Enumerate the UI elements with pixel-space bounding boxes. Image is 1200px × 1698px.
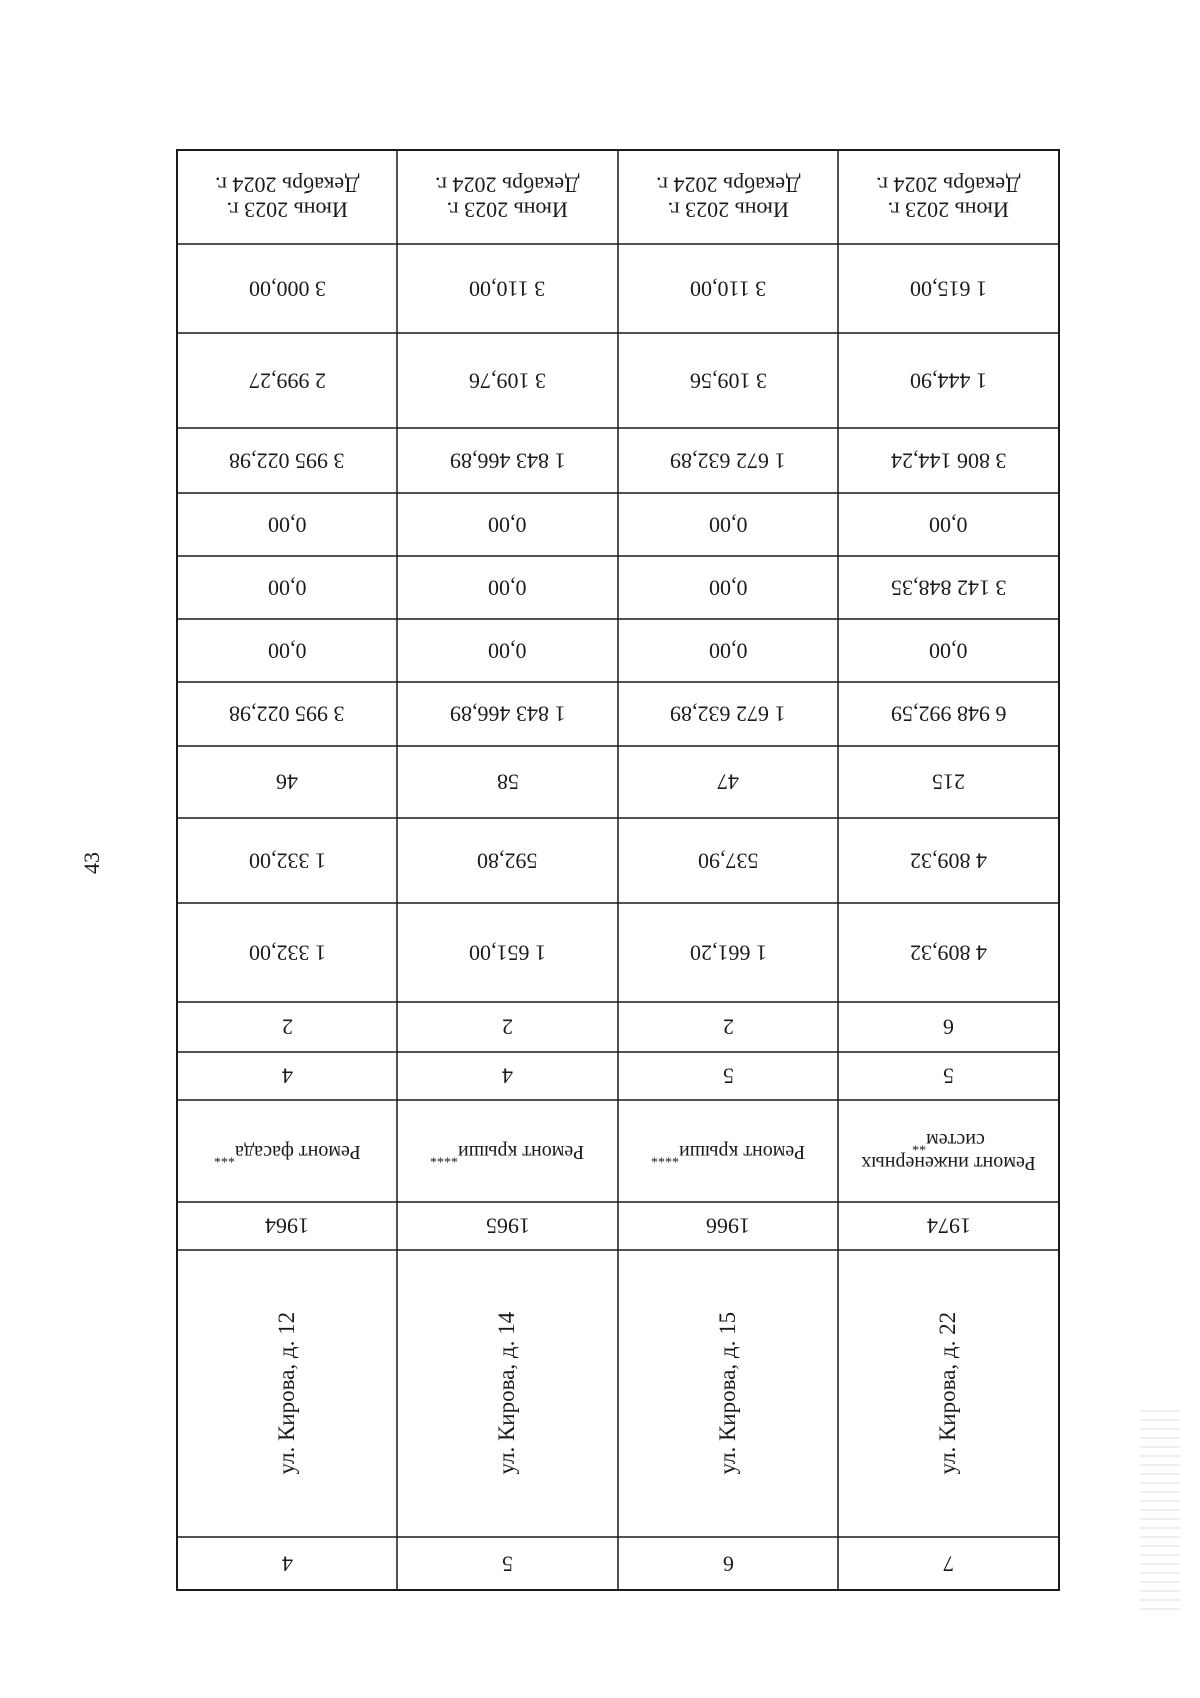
address-cell (838, 1250, 1059, 1537)
value-text: 1 444,90 (910, 368, 987, 394)
value-cell (838, 903, 1059, 1002)
value-text: 1 651,00 (469, 940, 546, 966)
value-cell (618, 903, 838, 1002)
page-number: 43 (79, 852, 104, 874)
value-text: 215 (932, 769, 965, 795)
value-cell (397, 1002, 618, 1052)
value-cell (177, 428, 397, 493)
value-text: 0,00 (708, 512, 748, 538)
value-cell (618, 493, 838, 556)
value-cell (838, 1002, 1059, 1052)
value-text: 5 (722, 1063, 734, 1089)
value-text: 0,00 (929, 638, 968, 664)
row-number (177, 1537, 397, 1590)
value-cell (397, 244, 618, 333)
period-cell (618, 150, 838, 244)
value-text: 1 843 466,89 (449, 448, 566, 474)
value-cell (177, 818, 397, 903)
period-start: Июнь 2023 г. (446, 197, 569, 223)
value-cell (618, 1002, 838, 1052)
value-cell (177, 619, 397, 682)
work-type-cell (618, 1100, 838, 1202)
value-text: 4 (502, 1063, 513, 1089)
value-cell (177, 1002, 397, 1052)
value-text: 3 110,00 (689, 276, 767, 302)
value-text: 1 661,20 (689, 940, 767, 966)
work-type-label: Ремонт крыши (678, 1140, 806, 1163)
value-cell (397, 619, 618, 682)
address-text: ул. Кирова, д. 22 (935, 1312, 961, 1475)
value-cell (618, 556, 838, 619)
data-table (177, 150, 1059, 1590)
value-text: 0,00 (708, 575, 748, 601)
value-cell (397, 903, 618, 1002)
work-type-cell (397, 1100, 618, 1202)
value-text: 0,00 (488, 512, 527, 538)
value-text: 58 (496, 769, 519, 795)
year-text: 1965 (485, 1213, 530, 1239)
value-text: 592,80 (477, 848, 538, 874)
value-text: 537,90 (697, 848, 759, 874)
work-type-text (430, 1140, 584, 1163)
work-type-cell (177, 1100, 397, 1202)
row-number (838, 1537, 1059, 1590)
period-start: Июнь 2023 г. (226, 197, 348, 223)
value-text: 3 110,00 (469, 276, 546, 302)
row-number (618, 1537, 838, 1590)
address-text: ул. Кирова, д. 15 (714, 1312, 740, 1475)
value-text: 0,00 (488, 638, 527, 664)
value-cell (838, 428, 1059, 493)
value-text: 4 809,32 (910, 848, 987, 874)
value-cell (618, 818, 838, 903)
value-text: 5 (943, 1063, 954, 1089)
value-cell (397, 1202, 618, 1250)
value-text: 3 109,56 (689, 368, 767, 394)
work-type-text (841, 1128, 1056, 1174)
period-text (876, 172, 1020, 223)
value-cell (838, 244, 1059, 333)
value-text: 3 142 848,35 (890, 575, 1007, 601)
value-cell (177, 556, 397, 619)
period-start: Июнь 2023 г. (667, 197, 789, 223)
period-end: Декабрь 2024 г. (655, 172, 801, 197)
value-cell (397, 746, 618, 818)
period-text (435, 172, 579, 223)
value-text: 3 995 022,98 (229, 448, 345, 474)
value-text: 6 948 992,59 (890, 701, 1007, 727)
value-cell (397, 682, 618, 746)
value-cell (838, 746, 1059, 818)
value-cell (618, 1202, 838, 1250)
value-cell (177, 1202, 397, 1250)
address-text: ул. Кирова, д. 14 (494, 1312, 520, 1475)
value-text: 46 (276, 769, 298, 795)
work-type-label: Ремонт крыши (458, 1140, 585, 1163)
value-cell (618, 428, 838, 493)
value-cell (177, 746, 397, 818)
period-end: Декабрь 2024 г. (435, 172, 580, 197)
value-cell (838, 1202, 1059, 1250)
value-text: 0,00 (929, 512, 968, 538)
value-cell (397, 333, 618, 428)
value-cell (618, 619, 838, 682)
value-cell (397, 556, 618, 619)
value-cell (838, 682, 1059, 746)
period-cell (397, 150, 618, 244)
value-cell (618, 333, 838, 428)
work-type-footnote-mark: **** (650, 1149, 679, 1165)
work-type-text (651, 1140, 805, 1163)
period-text (656, 172, 800, 223)
year-text: 1964 (265, 1213, 309, 1239)
period-text (215, 172, 359, 223)
year-text: 1974 (926, 1213, 971, 1239)
work-type-footnote-mark: *** (213, 1149, 235, 1165)
value-text: 0,00 (267, 512, 307, 538)
value-cell (618, 1052, 838, 1100)
period-end: Декабрь 2024 г. (214, 172, 360, 197)
value-text: 4 809,32 (910, 940, 987, 966)
value-text: 4 (281, 1063, 293, 1089)
value-cell (838, 556, 1059, 619)
value-cell (838, 1052, 1059, 1100)
value-text: 2 999,27 (248, 368, 326, 394)
work-type-footnote-mark: **** (430, 1149, 459, 1165)
address-cell (618, 1250, 838, 1537)
period-end: Декабрь 2024 г. (876, 172, 1021, 197)
work-type-footnote-mark: ** (912, 1137, 927, 1153)
value-cell (177, 1052, 397, 1100)
address-cell (177, 1250, 397, 1537)
value-text: 2 (281, 1014, 293, 1040)
value-cell (397, 818, 618, 903)
value-text: 1 332,00 (248, 940, 326, 966)
period-start: Июнь 2023 г. (887, 197, 1010, 223)
value-text: 47 (717, 769, 739, 795)
value-text: 1 615,00 (910, 276, 987, 302)
scan-artifact (1140, 1410, 1180, 1610)
value-text: 0,00 (708, 638, 748, 664)
period-cell (838, 150, 1059, 244)
row-number-text: 6 (722, 1551, 734, 1577)
value-text: 2 (502, 1014, 513, 1040)
value-cell (838, 818, 1059, 903)
address-text: ул. Кирова, д. 12 (273, 1312, 299, 1475)
value-cell (177, 493, 397, 556)
value-cell (618, 682, 838, 746)
row-number-text: 7 (943, 1551, 954, 1577)
value-text: 0,00 (267, 638, 307, 664)
year-text: 1966 (706, 1213, 750, 1239)
work-type-label: Ремонт инженерных систем (861, 1129, 1036, 1174)
value-cell (177, 333, 397, 428)
value-text: 1 672 632,89 (670, 701, 786, 727)
value-cell (838, 619, 1059, 682)
value-text: 2 (722, 1014, 734, 1040)
value-text: 1 332,00 (248, 848, 326, 874)
value-cell (397, 493, 618, 556)
work-type-text (214, 1140, 361, 1163)
address-cell (397, 1250, 618, 1537)
value-cell (177, 903, 397, 1002)
row-number (397, 1537, 618, 1590)
value-text: 3 000,00 (248, 276, 326, 302)
value-cell (397, 1052, 618, 1100)
value-cell (838, 493, 1059, 556)
value-text: 3 109,76 (469, 368, 546, 394)
row-number-text: 4 (281, 1551, 293, 1577)
period-cell (177, 150, 397, 244)
value-text: 1 672 632,89 (670, 448, 786, 474)
value-text: 1 843 466,89 (449, 701, 566, 727)
value-cell (618, 244, 838, 333)
value-cell (618, 746, 838, 818)
value-text: 3 995 022,98 (229, 701, 345, 727)
row-number-text: 5 (502, 1551, 513, 1577)
value-text: 3 806 144,24 (890, 448, 1007, 474)
value-text: 0,00 (488, 575, 527, 601)
value-cell (397, 428, 618, 493)
work-type-cell (838, 1100, 1059, 1202)
work-type-label: Ремонт фасада (234, 1140, 361, 1163)
value-text: 6 (943, 1014, 954, 1040)
value-cell (177, 244, 397, 333)
value-cell (177, 682, 397, 746)
value-cell (838, 333, 1059, 428)
value-text: 0,00 (267, 575, 307, 601)
